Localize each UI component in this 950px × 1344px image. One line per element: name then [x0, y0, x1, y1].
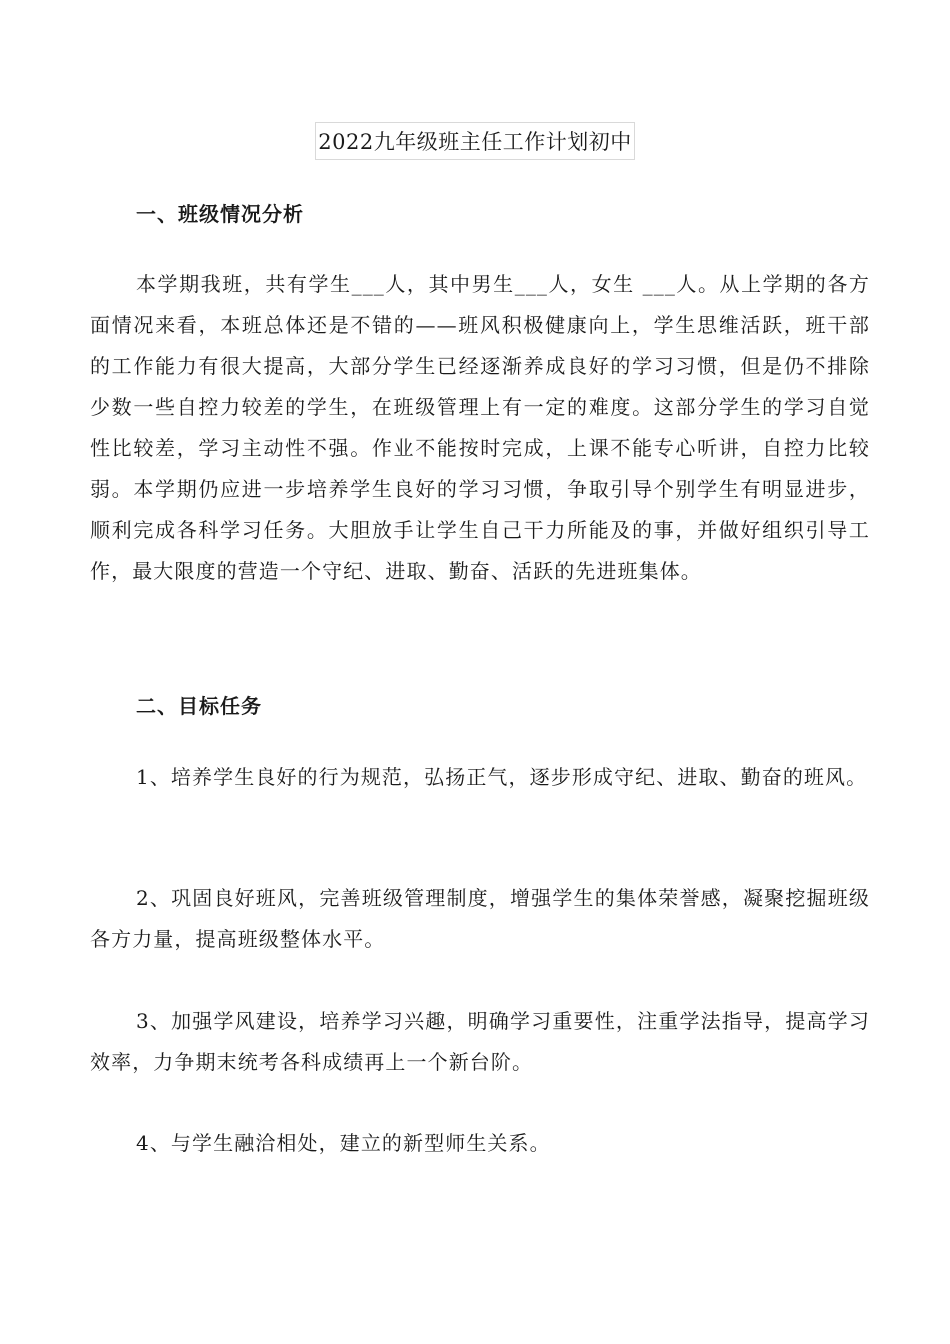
paragraph-class-analysis: 本学期我班，共有学生___人，其中男生___人，女生 ___人。从上学期的各方面情况来看，本班总体还是不错的——班风积极健康向上，学生思维活跃，班干部的工作能力有很大提高，大部分学生已经逐渐养成良好的学习习惯，但是仍不排除少数一些自控力较差的学生，在班级管理上有一定的难度。这部分学生的学习自觉性比较差，学习主动性不强。作业不能按时完成，上课不能专心听讲，自控力比较弱。本学期仍应进一步培养学生良好的学习习惯，争取引导个别学生有明显进步，顺利完成各科学习任务。大胆放手让学生自己干力所能及的事，并做好组织引导工作，最大限度的营造一个守纪、进取、勤奋、活跃的先进班集体。 — [90, 272, 870, 583]
goal-item-3: 3、加强学风建设，培养学习兴趣，明确学习重要性，注重学法指导，提高学习效率，力争期末统考各科成绩再上一个新台阶。 — [90, 1009, 870, 1074]
goal-item-4: 4、与学生融洽相处，建立的新型师生关系。 — [136, 1131, 551, 1155]
section-heading-class-analysis: 一、班级情况分析 — [136, 202, 304, 226]
section-heading-goals: 二、目标任务 — [136, 694, 262, 718]
goal-item-2: 2、巩固良好班风，完善班级管理制度，增强学生的集体荣誉感，凝聚挖掘班级各方力量，提高班级整体水平。 — [90, 886, 870, 951]
document-title: 2022九年级班主任工作计划初中 — [315, 122, 634, 160]
title-container — [0, 122, 950, 160]
goal-item-1: 1、培养学生良好的行为规范，弘扬正气，逐步形成守纪、进取、勤奋的班风。 — [136, 765, 868, 789]
